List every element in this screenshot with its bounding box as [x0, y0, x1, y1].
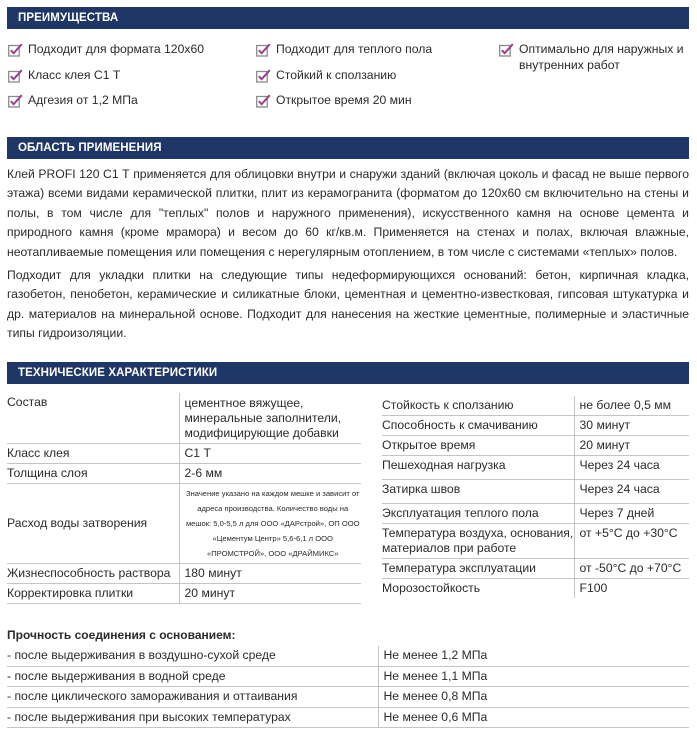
row-label: - после циклического замораживания и оттаивания — [7, 687, 378, 708]
advantage-text: Подходит для формата 120х60 — [28, 42, 205, 56]
table-row — [7, 584, 361, 604]
row-value: от +5°С до +30°С — [574, 524, 689, 559]
row-label: Затирка швов — [382, 480, 574, 504]
advantages-header: ПРЕИМУЩЕСТВА — [7, 7, 689, 29]
advantages-column-3 — [499, 42, 689, 72]
advantage-text: Оптимально для наружных и внутренних работ — [519, 42, 684, 72]
table-row — [7, 564, 361, 584]
application-header: ОБЛАСТЬ ПРИМЕНЕНИЯ — [7, 137, 689, 159]
row-value: Значение указано на каждом мешке и зависит от адреса производства. Количество воды на мешок: 5,0-5,5 л для ООО «ДАРстрой», ОП ООО «Цементум Центр» 5,6-6,1 л ООО «ПРОМСТРОЙ», ООО «ДРАЙМИКС» — [179, 484, 361, 564]
tech-table-right — [382, 396, 689, 598]
row-value: не более 0,5 мм — [574, 396, 689, 416]
checkbox-checked-icon — [256, 69, 271, 83]
bond-strength-table — [7, 646, 689, 728]
row-label: Морозостойкость — [382, 579, 574, 599]
row-value: Через 24 часа — [574, 456, 689, 480]
row-label: Открытое время — [382, 436, 574, 456]
row-label: Температура эксплуатации — [382, 559, 574, 579]
tech-header: ТЕХНИЧЕСКИЕ ХАРАКТЕРИСТИКИ — [7, 362, 689, 384]
advantage-item — [256, 68, 432, 94]
table-row — [382, 524, 689, 559]
checkbox-checked-icon — [256, 94, 271, 108]
row-label: Способность к смачиванию — [382, 416, 574, 436]
table-row — [382, 579, 689, 599]
advantage-item — [499, 42, 689, 72]
advantage-text: Подходит для теплого пола — [276, 42, 433, 56]
row-value: Не менее 0,6 МПа — [378, 707, 689, 728]
advantage-item — [256, 42, 432, 68]
tech-table-left — [7, 393, 361, 604]
table-row — [382, 456, 689, 480]
checkbox-checked-icon — [8, 69, 23, 83]
advantages-column-2 — [256, 42, 432, 119]
row-value: цементное вяжущее, минеральные заполнители, модифицирующие добавки — [179, 393, 361, 444]
table-row — [382, 559, 689, 579]
row-value: 20 минут — [574, 436, 689, 456]
checkbox-checked-icon — [8, 43, 23, 57]
row-value: Через 24 часа — [574, 480, 689, 504]
table-row — [7, 666, 689, 687]
row-value: Не менее 1,2 МПа — [378, 646, 689, 666]
table-row — [7, 646, 689, 666]
table-row — [7, 444, 361, 464]
advantage-text: Открытое время 20 мин — [276, 93, 412, 107]
checkbox-checked-icon — [256, 43, 271, 57]
row-label: Эксплуатация теплого пола — [382, 504, 574, 524]
row-label: - после выдерживания в водной среде — [7, 666, 378, 687]
advantage-item — [256, 93, 432, 119]
advantage-item — [8, 68, 204, 94]
row-value: от -50°С до +70°С — [574, 559, 689, 579]
table-row — [382, 396, 689, 416]
table-row — [382, 480, 689, 504]
row-value: F100 — [579, 581, 608, 595]
advantage-text: Адгезия от 1,2 МПа — [28, 93, 138, 107]
table-row — [7, 687, 689, 708]
bond-strength-title: Прочность соединения с основанием: — [7, 628, 236, 642]
row-value: Не менее 1,1 МПа — [378, 666, 689, 687]
table-row — [7, 464, 361, 484]
checkbox-checked-icon — [499, 43, 514, 57]
table-row — [7, 707, 689, 728]
row-label: Жизнеспособность раствора — [7, 564, 179, 584]
row-label: - после выдерживания в воздушно-сухой среде — [7, 646, 378, 666]
row-label: Толщина слоя — [7, 464, 179, 484]
row-label: Класс клея — [7, 444, 179, 464]
row-label: Температура воздуха, основания, материалов при работе — [382, 524, 574, 559]
row-label: Пешеходная нагрузка — [382, 456, 574, 480]
row-label: Расход воды затворения — [7, 484, 179, 564]
row-label: Корректировка плитки — [7, 584, 179, 604]
application-paragraph-1: Клей PROFI 120 С1 Т применяется для облицовки внутри и снаружи зданий (включая цоколь и фасад не выше первого этажа) всеми видами керамической плитки, плит из керамогранита (форматом до 120х60 см включительно на стены и полы, в том числе для "теплых" полов и наружного применения), искусственного камня на основе цемента и природного камня (кроме мрамора) и весом до 60 кг/кв.м. Применяется на стенах и полах, включая влажные, неотапливаемые помещения или помещения с нерегулярным отоплением, в том числе с системами «теплых» полов. — [7, 167, 689, 259]
table-row — [7, 484, 361, 564]
row-label: Стойкость к сползанию — [382, 396, 574, 416]
table-row — [382, 436, 689, 456]
advantage-item — [8, 42, 204, 68]
row-label: - после выдерживания при высоких температурах — [7, 707, 378, 728]
application-paragraph-2: Подходит для укладки плитки на следующие типы недеформирующихся оснований: бетон, кирпичная кладка, газобетон, пенобетон, керамические и силикатные блоки, цементная и цементно-известковая, гипсовая штукатурка и др. материалов на минеральной основе. Подходит для нанесения на жесткие цементные, полимерные и эластичные типы гидроизоляции. — [7, 268, 689, 341]
row-value: 20 минут — [179, 584, 361, 604]
advantage-text: Класс клея С1 Т — [28, 67, 121, 82]
row-value: С1 Т — [179, 444, 361, 464]
row-value: Через 7 дней — [574, 504, 689, 524]
row-value: 30 минут — [574, 416, 689, 436]
checkbox-checked-icon — [8, 94, 23, 108]
row-label: Состав — [7, 393, 179, 444]
row-value: 180 минут — [179, 564, 361, 584]
advantage-item — [8, 93, 204, 119]
advantages-column-1 — [8, 42, 204, 119]
row-value: Не менее 0,8 МПа — [378, 687, 689, 708]
table-row — [382, 504, 689, 524]
table-row — [382, 416, 689, 436]
table-row — [7, 393, 361, 444]
row-value: 2-6 мм — [179, 464, 361, 484]
advantage-text: Стойкий к сползанию — [276, 67, 397, 82]
